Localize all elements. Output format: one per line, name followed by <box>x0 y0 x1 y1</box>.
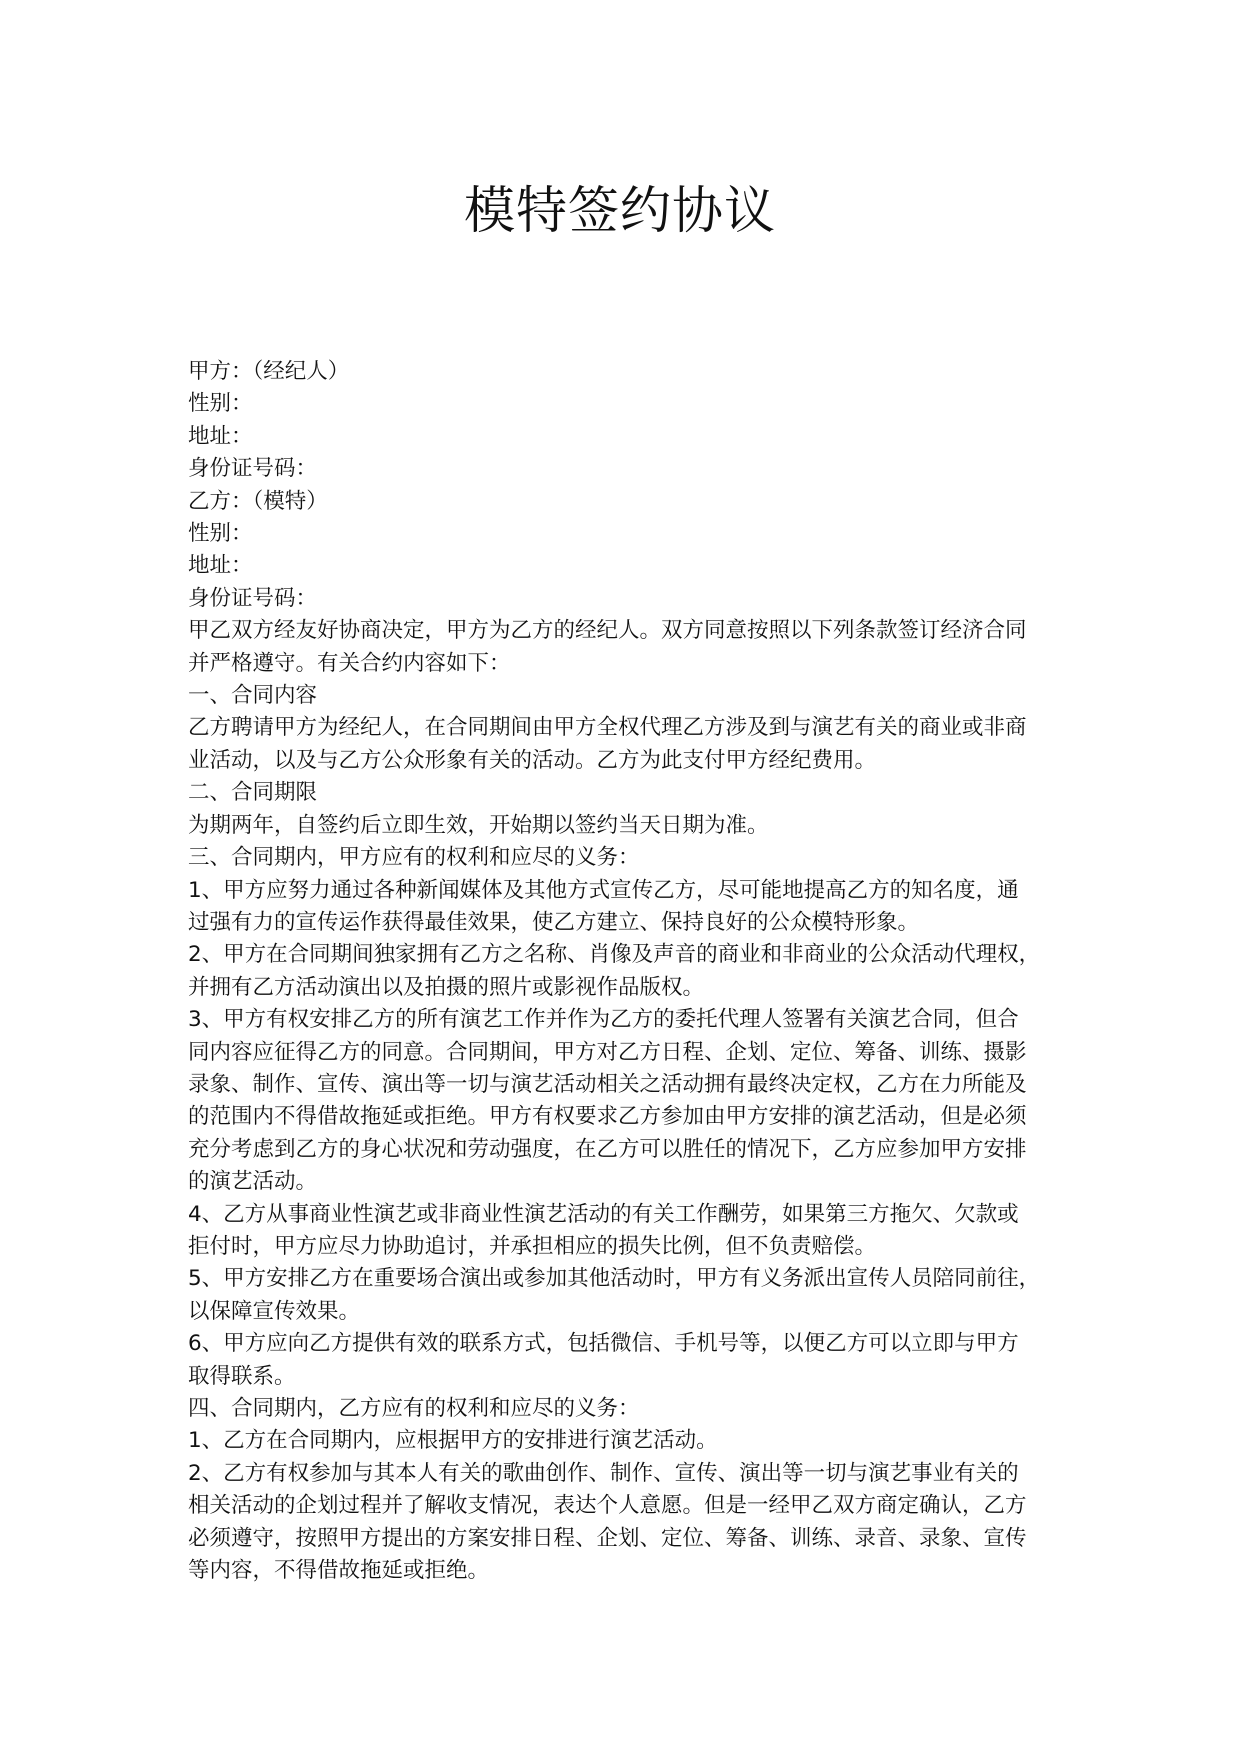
document-title: 模特签约协议 <box>463 182 776 241</box>
paragraph-line: 以保障宣传效果。 <box>188 1298 361 1324</box>
section-heading-party-b-rights: 四、合同期内，乙方应有的权利和应尽的义务： <box>188 1396 640 1421</box>
paragraph-line: 拒付时，甲方应尽力协助追讨，并承担相应的损失比例，但不负责赔偿。 <box>188 1233 877 1259</box>
paragraph-line: 的范围内不得借故拖延或拒绝。甲方有权要求乙方参加由甲方安排的演艺活动，但是必须 <box>188 1104 1027 1130</box>
party-a-clause-1 <box>188 875 1078 940</box>
party-a-address-field: 地址： <box>188 423 253 449</box>
paragraph-line: 2、甲方在合同期间独家拥有乙方之名称、肖像及声音的商业和非商业的公众活动代理权， <box>188 942 1041 968</box>
paragraph-line: 6、甲方应向乙方提供有效的联系方式，包括微信、手机号等，以便乙方可以立即与甲方 <box>188 1331 1019 1357</box>
paragraph-line: 录象、制作、宣传、演出等一切与演艺活动相关之活动拥有最终决定权，乙方在力所能及 <box>188 1071 1027 1097</box>
party-a-clause-2 <box>188 939 1078 1004</box>
paragraph-line: 充分考虑到乙方的身心状况和劳动强度，在乙方可以胜任的情况下，乙方应参加甲方安排 <box>188 1136 1027 1162</box>
paragraph-line: 必须遵守，按照甲方提出的方案安排日程、企划、定位、筹备、训练、录音、录象、宣传 <box>188 1525 1027 1551</box>
paragraph-line: 的演艺活动。 <box>188 1169 318 1195</box>
party-b-clause-1 <box>188 1425 1078 1457</box>
party-a-clause-4 <box>188 1199 1078 1264</box>
paragraph-line: 同内容应征得乙方的同意。合同期间，甲方对乙方日程、企划、定位、筹备、训练、摄影 <box>188 1039 1027 1065</box>
intro-line: 并严格遵守。有关合约内容如下： <box>188 650 511 676</box>
party-b-label: 乙方：（模特） <box>188 488 328 514</box>
paragraph-line: 取得联系。 <box>188 1363 296 1389</box>
paragraph-line: 2、乙方有权参加与其本人有关的歌曲创作、制作、宣传、演出等一切与演艺事业有关的 <box>188 1460 1019 1486</box>
party-a-gender-field: 性别： <box>188 391 253 417</box>
party-b-id-field: 身份证号码： <box>188 585 318 611</box>
paragraph-line: 1、乙方在合同期内，应根据甲方的安排进行演艺活动。 <box>188 1428 718 1454</box>
party-a-clause-6 <box>188 1328 1078 1393</box>
section-contract-content-text <box>188 712 1078 777</box>
intro-line: 甲乙双方经友好协商决定，甲方为乙方的经纪人。双方同意按照以下列条款签订经济合同 <box>188 618 1027 644</box>
section-heading-contract-term: 二、合同期限 <box>188 780 318 806</box>
paragraph-line: 1、甲方应努力通过各种新闻媒体及其他方式宣传乙方，尽可能地提高乙方的知名度，通 <box>188 877 1019 903</box>
paragraph-line: 过强有力的宣传运作获得最佳效果，使乙方建立、保持良好的公众模特形象。 <box>188 909 920 935</box>
section-heading-contract-content: 一、合同内容 <box>188 683 318 709</box>
party-a-id-field: 身份证号码： <box>188 456 318 482</box>
party-a-clause-5 <box>188 1263 1078 1328</box>
party-a-label: 甲方：（经纪人） <box>188 359 350 384</box>
paragraph-line: 乙方聘请甲方为经纪人，在合同期间由甲方全权代理乙方涉及到与演艺有关的商业或非商 <box>188 715 1027 741</box>
paragraph-line: 5、甲方安排乙方在重要场合演出或参加其他活动时，甲方有义务派出宣传人员陪同前往， <box>188 1266 1041 1292</box>
paragraph-line: 4、乙方从事商业性演艺或非商业性演艺活动的有关工作酬劳，如果第三方拖欠、欠款或 <box>188 1201 1019 1227</box>
intro-paragraph <box>188 615 1078 680</box>
document-body <box>188 356 1078 1587</box>
paragraph-line: 业活动，以及与乙方公众形象有关的活动。乙方为此支付甲方经纪费用。 <box>188 747 877 773</box>
paragraph-line: 相关活动的企划过程并了解收支情况，表达个人意愿。但是一经甲乙双方商定确认，乙方 <box>188 1493 1027 1519</box>
section-heading-party-a-rights: 三、合同期内，甲方应有的权利和应尽的义务： <box>188 845 640 871</box>
party-b-clause-2 <box>188 1458 1078 1588</box>
party-b-gender-field: 性别： <box>188 521 253 547</box>
section-contract-term-text: 为期两年，自签约后立即生效，开始期以签约当天日期为准。 <box>188 812 769 838</box>
paragraph-line: 等内容，不得借故拖延或拒绝。 <box>188 1558 490 1584</box>
party-a-clause-3 <box>188 1004 1078 1198</box>
paragraph-line: 3、甲方有权安排乙方的所有演艺工作并作为乙方的委托代理人签署有关演艺合同，但合 <box>188 1007 1019 1033</box>
party-b-address-field: 地址： <box>188 553 253 579</box>
paragraph-line: 并拥有乙方活动演出以及拍摄的照片或影视作品版权。 <box>188 974 705 1000</box>
